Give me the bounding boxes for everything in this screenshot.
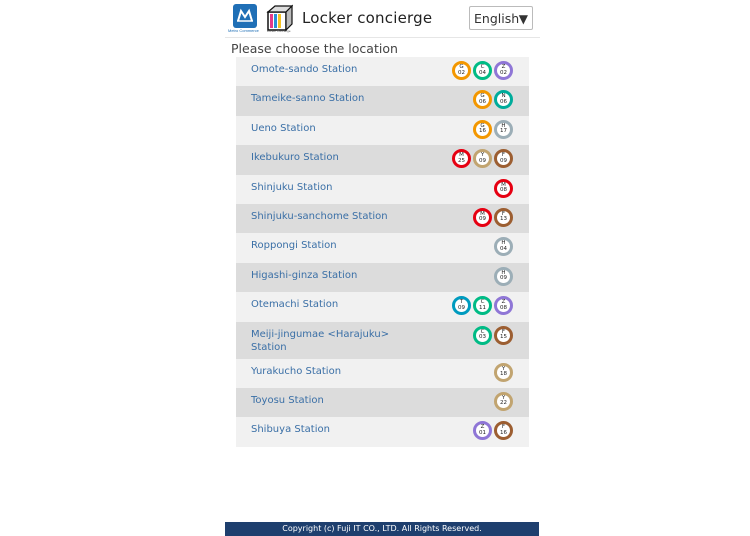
line-badges (494, 267, 513, 286)
line-badge-icon (494, 326, 513, 345)
station-list (236, 57, 529, 447)
line-letter: M (459, 152, 464, 159)
line-badge-icon (452, 61, 471, 80)
line-badges (494, 392, 513, 411)
dropdown-arrow-icon: ▼ (518, 12, 528, 26)
line-letter: G (480, 93, 485, 100)
station-number: 04 (479, 69, 486, 76)
line-badge-icon (473, 421, 492, 440)
line-badges (494, 237, 513, 256)
station-name: Yurakucho Station (251, 365, 342, 377)
line-letter: M (480, 210, 485, 217)
line-badge-icon (452, 296, 471, 315)
line-letter: C (480, 299, 485, 306)
app-header (225, 0, 540, 38)
station-number: 16 (500, 429, 507, 436)
line-letter: F (501, 328, 506, 335)
station-name: Toyosu Station (251, 394, 324, 406)
station-number: 06 (479, 98, 486, 105)
line-badge-icon (494, 237, 513, 256)
line-letter: Z (501, 64, 506, 70)
station-name: Ueno Station (251, 122, 316, 134)
station-row[interactable] (236, 86, 529, 115)
location-prompt: Please choose the location (231, 41, 398, 56)
line-letter: H (501, 122, 506, 129)
locker-logo-caption: Locker Concierge (267, 29, 291, 33)
language-value: English (474, 11, 520, 26)
line-letter: T (459, 299, 464, 306)
station-number: 03 (479, 334, 486, 341)
line-letter: G (480, 122, 485, 129)
station-number: 01 (479, 429, 486, 436)
line-badges (473, 120, 513, 139)
footer-copyright: Copyright (c) Fuji IT CO., LTD. All Rights Reserved. (225, 522, 539, 536)
station-number: 02 (500, 69, 507, 76)
station-number: 09 (500, 275, 507, 282)
station-row[interactable] (236, 292, 529, 321)
station-number: 08 (500, 187, 507, 194)
station-name: Ikebukuro Station (251, 152, 339, 164)
line-badge-icon (473, 120, 492, 139)
station-row[interactable] (236, 263, 529, 292)
page-title: Locker concierge (302, 9, 433, 27)
station-number: 08 (500, 304, 507, 311)
line-badge-icon (473, 61, 492, 80)
station-row[interactable] (236, 359, 529, 388)
station-number: 09 (458, 304, 465, 311)
line-letter: Z (501, 299, 506, 306)
station-name: Shinjuku-sanchome Station (251, 210, 388, 222)
station-name: Shibuya Station (251, 424, 330, 436)
line-badge-icon (494, 120, 513, 139)
station-number: 17 (500, 128, 507, 135)
station-name: Roppongi Station (251, 240, 337, 252)
line-badges (473, 326, 513, 345)
line-badge-icon (494, 392, 513, 411)
station-row[interactable] (236, 145, 529, 174)
line-letter: Y (501, 394, 506, 401)
line-badges (452, 296, 513, 315)
station-number: 16 (479, 128, 486, 135)
line-letter: F (501, 152, 506, 159)
line-badges (452, 61, 513, 80)
station-number: 09 (500, 157, 507, 164)
metro-logo-icon (233, 4, 257, 28)
line-letter: H (501, 240, 506, 247)
line-badge-icon (494, 61, 513, 80)
line-letter: C (480, 328, 485, 335)
line-badge-icon (473, 326, 492, 345)
station-name: Higashi-ginza Station (251, 269, 358, 281)
station-row[interactable] (236, 175, 529, 204)
line-badge-icon (452, 149, 471, 168)
station-row[interactable] (236, 322, 529, 359)
station-row[interactable] (236, 57, 529, 86)
station-number: 22 (500, 400, 507, 407)
line-badge-icon (473, 90, 492, 109)
line-badge-icon (494, 149, 513, 168)
station-number: 15 (500, 334, 507, 341)
line-badge-icon (494, 179, 513, 198)
station-row[interactable] (236, 388, 529, 417)
line-letter: F (501, 210, 506, 217)
line-badges (452, 149, 513, 168)
station-row[interactable] (236, 116, 529, 145)
line-badges (473, 90, 513, 109)
line-badge-icon (494, 267, 513, 286)
line-badge-icon (473, 296, 492, 315)
station-name: Shinjuku Station (251, 181, 333, 193)
line-letter: Z (480, 424, 485, 431)
station-name: Otemachi Station (251, 299, 339, 311)
line-letter: Y (501, 365, 506, 372)
station-number: 06 (500, 98, 507, 105)
line-letter: N (501, 93, 506, 100)
line-letter: H (501, 269, 506, 276)
line-badge-icon (494, 363, 513, 382)
line-badge-icon (494, 421, 513, 440)
station-name: Tameike-sanno Station (251, 93, 365, 105)
line-badges (494, 363, 513, 382)
logo-caption: Metro Commerce (228, 28, 259, 33)
line-badges (473, 421, 513, 440)
station-name: Omote-sando Station (251, 64, 358, 75)
line-letter: M (501, 181, 506, 188)
station-number: 11 (479, 304, 486, 311)
station-number: 09 (479, 216, 486, 223)
line-badge-icon (473, 149, 492, 168)
line-badge-icon (473, 208, 492, 227)
line-badge-icon (494, 90, 513, 109)
station-number: 09 (479, 157, 486, 164)
station-number: 13 (500, 216, 507, 223)
language-select[interactable] (469, 6, 533, 30)
station-number: 04 (500, 245, 507, 252)
line-badge-icon (494, 296, 513, 315)
line-badges (494, 179, 513, 198)
line-letter: F (501, 424, 506, 431)
line-badge-icon (494, 208, 513, 227)
line-letter: Y (480, 152, 485, 159)
station-row[interactable] (236, 417, 529, 446)
station-name: Meiji-jingumae <Harajuku> Station (251, 328, 390, 353)
station-row[interactable] (236, 233, 529, 262)
station-row[interactable] (236, 204, 529, 233)
station-number: 25 (458, 157, 465, 164)
line-letter: C (480, 64, 485, 70)
locker-logo-icon (265, 4, 293, 32)
line-badges (473, 208, 513, 227)
station-number: 02 (458, 69, 465, 76)
line-letter: G (459, 64, 464, 70)
station-number: 18 (500, 371, 507, 378)
